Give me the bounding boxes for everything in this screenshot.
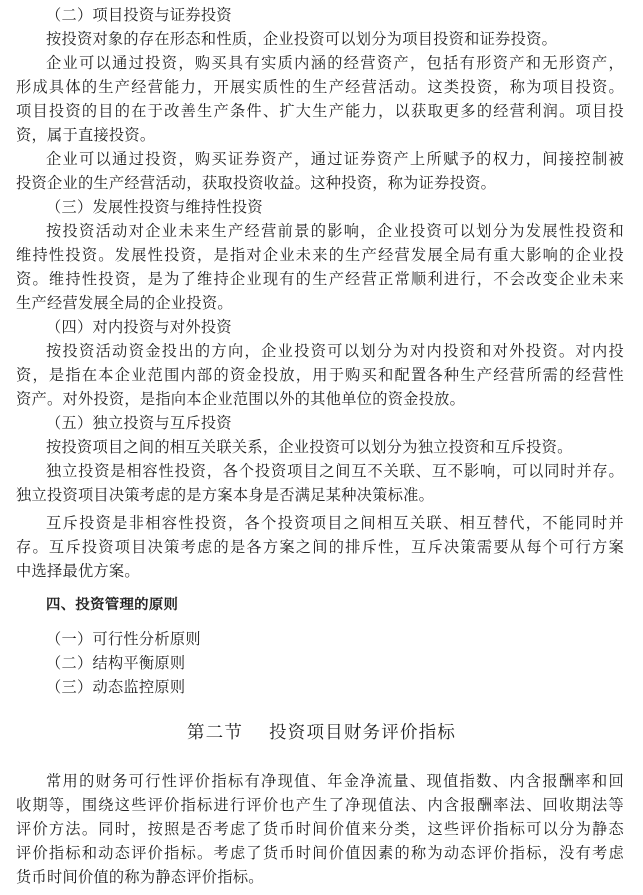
paragraph-line: 收期等，围绕这些评价指标进行评价也产生了净现值法、内含报酬率法、回收期法等 xyxy=(16,796,624,814)
paragraph-line: 独立投资项目决策考虑的是方案本身是否满足某种决策标准。 xyxy=(16,486,435,504)
paragraph-line: 项目投资的目的在于改善生产条件、扩大生产能力，以获取更多的经营利润。项目投 xyxy=(16,102,624,120)
paragraph-line: 投资企业的生产经营活动，获取投资收益。这种投资，称为证券投资。 xyxy=(16,174,497,192)
section-title xyxy=(0,720,643,746)
paragraph-line: 互斥投资是非相容性投资，各个投资项目之间相互关联、相互替代，不能同时并 xyxy=(46,514,624,532)
paragraph-line: 企业可以通过投资，购买具有实质内涵的经营资产，包括有形资产和无形资产， xyxy=(46,54,624,72)
paragraph-line: 按投资活动资金投出的方向，企业投资可以划分为对内投资和对外投资。对内投 xyxy=(46,342,624,360)
subheading-project-securities: （二）项目投资与证券投资 xyxy=(46,6,232,24)
paragraph-line: 货币时间价值的称为静态评价指标。 xyxy=(16,868,264,886)
principle-item: （三）动态监控原则 xyxy=(46,678,186,696)
paragraph-line: 资产。对外投资，是指向本企业范围以外的其他单位的资金投放。 xyxy=(16,390,466,408)
paragraph-line: 资，是指在本企业范围内部的资金投放，用于购买和配置各种生产经营所需的经营性 xyxy=(16,366,624,384)
paragraph-line: 生产经营发展全局的企业投资。 xyxy=(16,294,233,312)
principle-item: （一）可行性分析原则 xyxy=(46,630,201,648)
paragraph-line: 按投资项目之间的相互关联关系，企业投资可以划分为独立投资和互斥投资。 xyxy=(46,438,573,456)
paragraph-line: 形成具体的生产经营能力，开展实质性的生产经营活动。这类投资，称为项目投资。 xyxy=(16,78,624,96)
paragraph-line: 评价方法。同时，按照是否考虑了货币时间价值来分类，这些评价指标可以分为静态 xyxy=(16,820,624,838)
principle-item: （二）结构平衡原则 xyxy=(46,654,186,672)
subheading-independent-exclusive: （五）独立投资与互斥投资 xyxy=(46,414,232,432)
paragraph-line: 独立投资是相容性投资，各个投资项目之间互不关联、互不影响，可以同时并存。 xyxy=(46,462,624,480)
paragraph-line: 评价指标和动态评价指标。考虑了货币时间价值因素的称为动态评价指标，没有考虑 xyxy=(16,844,624,862)
paragraph-line: 中选择最优方案。 xyxy=(16,562,140,580)
paragraph-line: 按投资对象的存在形态和性质，企业投资可以划分为项目投资和证券投资。 xyxy=(46,30,558,48)
section-number: 第二节 xyxy=(186,723,244,743)
paragraph-line: 存。互斥投资项目决策考虑的是各方案之间的排斥性，互斥决策需要从每个可行方案 xyxy=(16,538,624,556)
subheading-internal-external: （四）对内投资与对外投资 xyxy=(46,318,232,336)
subheading-development-maintenance: （三）发展性投资与维持性投资 xyxy=(46,198,263,216)
paragraph-line: 企业可以通过投资，购买证券资产，通过证券资产上所赋予的权力，间接控制被 xyxy=(46,150,624,168)
paragraph-line: 维持性投资。发展性投资，是指对企业未来的生产经营发展全局有重大影响的企业投 xyxy=(16,246,624,264)
section-heading: 投资项目财务评价指标 xyxy=(269,723,457,743)
paragraph-line: 按投资活动对企业未来生产经营前景的影响，企业投资可以划分为发展性投资和 xyxy=(46,222,624,240)
paragraph-line: 资，属于直接投资。 xyxy=(16,126,156,144)
paragraph-line: 常用的财务可行性评价指标有净现值、年金净流量、现值指数、内含报酬率和回 xyxy=(46,772,624,790)
paragraph-line: 资。维持性投资，是为了维持企业现有的生产经营正常顺利进行，不会改变企业未来 xyxy=(16,270,624,288)
heading-investment-principles: 四、投资管理的原则 xyxy=(46,597,179,613)
